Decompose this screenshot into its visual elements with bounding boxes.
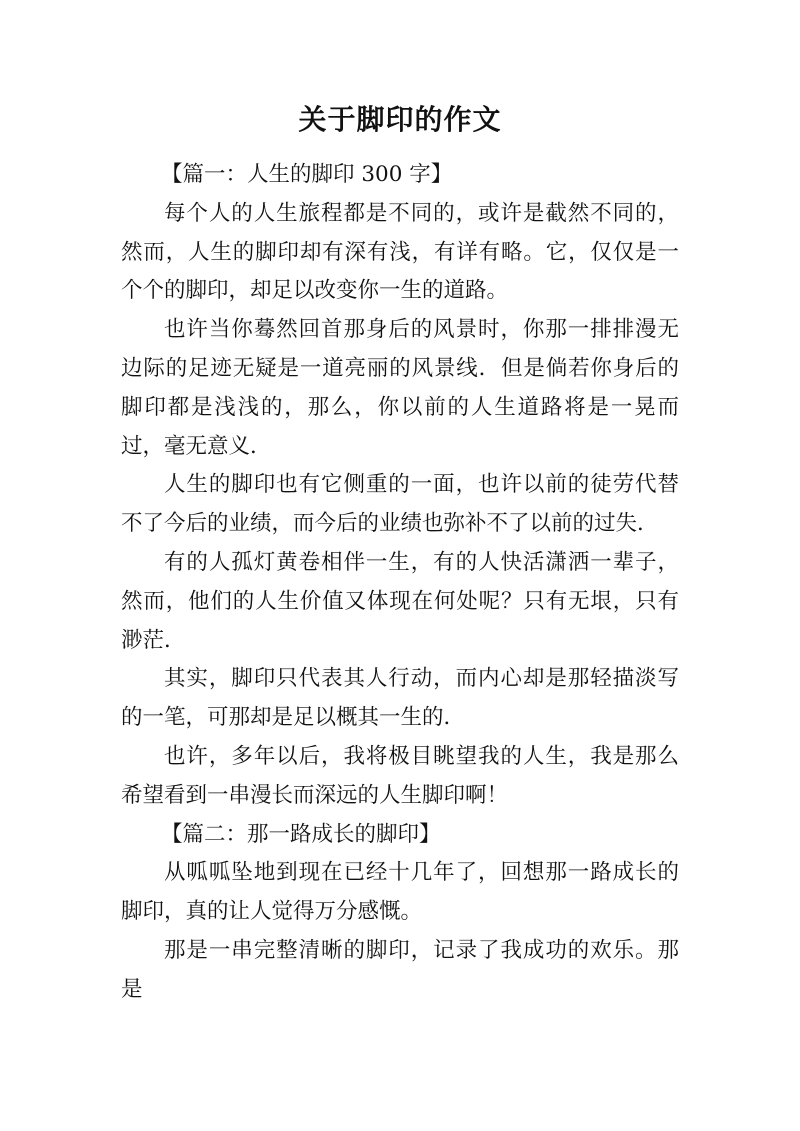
paragraph: 也许，多年以后，我将极目眺望我的人生，我是那么希望看到一串漫长而深远的人生脚印啊！ <box>121 743 679 808</box>
section-heading: 【篇一：人生的脚印 300 字】 <box>161 162 453 187</box>
paragraph: 其实，脚印只代表其人行动，而内心却是那轻描淡写的一笔，可那却是足以概其一生的． <box>121 666 679 731</box>
document-title: 关于脚印的作文 <box>298 103 502 136</box>
paragraph: 有的人孤灯黄卷相伴一生，有的人快活潇洒一辈子，然而，他们的人生价值又体现在何处呢？只有无垠，只有渺茫． <box>121 549 679 653</box>
section-heading: 【篇二：那一路成长的脚印】 <box>161 821 441 847</box>
paragraph: 人生的脚印也有它侧重的一面，也许以前的徒劳代替不了今后的业绩，而今后的业绩也弥补不了以前的过失． <box>121 472 679 537</box>
paragraph: 每个人的人生旅程都是不同的，或许是截然不同的，然而，人生的脚印却有深有浅，有详有略。它，仅仅是一个个的脚印，却足以改变你一生的道路。 <box>121 200 679 304</box>
paragraph: 从呱呱坠地到现在已经十几年了，回想那一路成长的脚印，真的让人觉得万分感慨。 <box>121 860 679 925</box>
document-body <box>121 156 679 1010</box>
paragraph: 也许当你蓦然回首那身后的风景时，你那一排排漫无边际的足迹无疑是一道亮丽的风景线．但是倘若你身后的脚印都是浅浅的，那么，你以前的人生道路将是一晃而过，毫无意义． <box>121 317 679 459</box>
paragraph: 那是一串完整清晰的脚印，记录了我成功的欢乐。那是 <box>121 937 679 1002</box>
